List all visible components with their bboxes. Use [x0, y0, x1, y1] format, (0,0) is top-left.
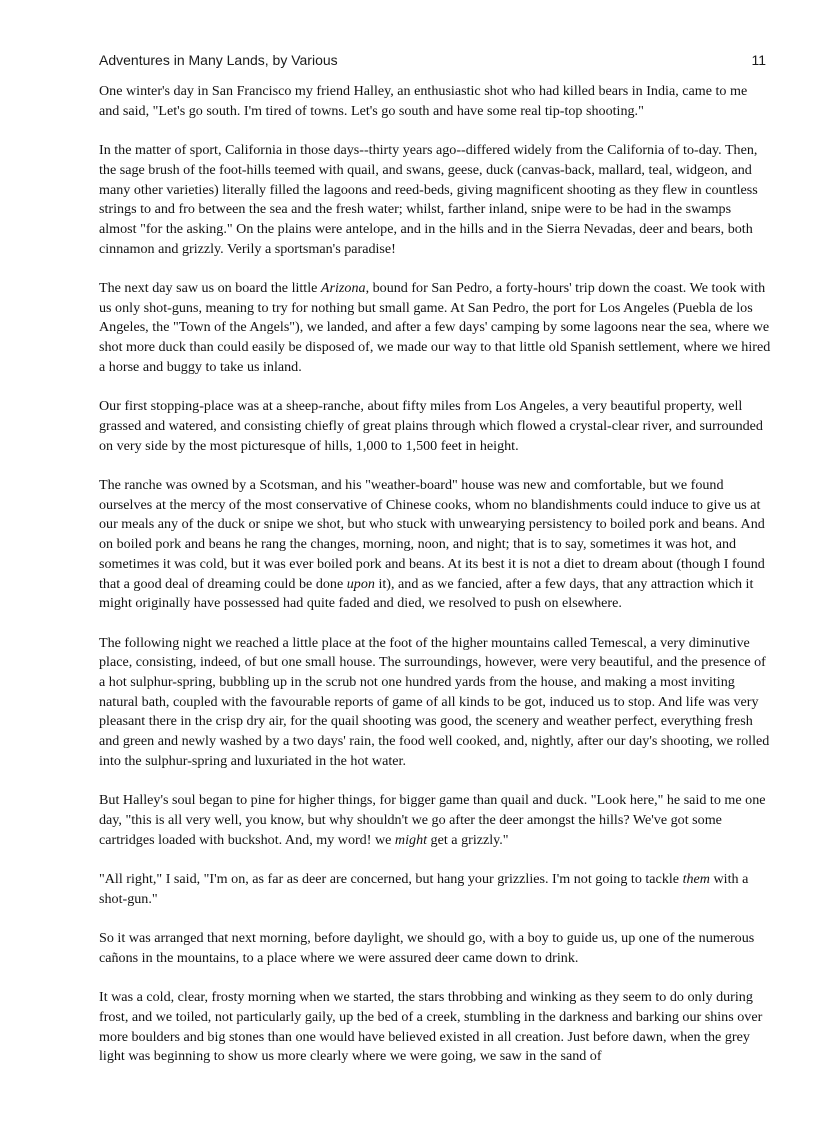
- body-text: [99, 82, 771, 1067]
- paragraph-text: it), and as we fancied, after a few days, that any attraction which it might originally have possessed had quite faded and died, we resolved to push on elsewhere.: [99, 575, 754, 612]
- paragraph-9: [99, 929, 771, 968]
- paragraph-text: So it was arranged that next morning, before daylight, we should go, with a boy to guide us, up one of the numerous cañons in the mountains, to a place where we were assured deer came down to drink.: [99, 930, 755, 966]
- paragraph-text: It was a cold, clear, frosty morning when we started, the stars throbbing and winking as they seem to do only during frost, and we toiled, not particularly gaily, up the bed of a creek, stumbling in the darkness and barking our shins over more boulders and big stones than one would have believed existed in all creation. Just before dawn, when the grey light was beginning to show us more clearly where we were going, we saw in the sand of: [99, 989, 763, 1065]
- paragraph-text: "All right," I said, "I'm on, as far as deer are concerned, but hang your grizzlies. I'm not going to tackle: [99, 871, 683, 888]
- paragraph-text: with a shot-gun.": [99, 871, 749, 907]
- paragraph-6: [99, 634, 771, 772]
- paragraph-text: get a grizzly.": [427, 831, 509, 848]
- paragraph-10: [99, 988, 771, 1067]
- paragraph-text: Our first stopping-place was at a sheep-ranche, about fifty miles from Los Angeles, a very beautiful property, well grassed and watered, and consisting chiefly of great plains through which flowed a crystal-clear river, and surrounded on very side by the most picturesque of hills, 1,000 to 1,500 feet in height.: [99, 398, 763, 454]
- paragraph-text: One winter's day in San Francisco my friend Halley, an enthusiastic shot who had killed bears in India, came to me and said, "Let's go south. I'm tired of towns. Let's go south and have some real tip-top shooting.": [99, 83, 748, 119]
- page-header: [99, 52, 766, 72]
- paragraph-text: The following night we reached a little place at the foot of the higher mountains called Temescal, a very diminutive place, consisting, indeed, of but one small house. The surroundings, however, were very beautiful, and the presence of a hot sulphur-spring, bubbling up in the scrub not one hundred yards from the house, and making a most inviting natural bath, coupled with the favourable reports of game of all kinds to be got, induced us to stop. And life was very pleasant there in the crisp dry air, for the quail shooting was good, the scenery and weather perfect, everything fresh and green and newly washed by a two days' rain, the food well cooked, and, nightly, after our day's shooting, we rolled into the sulphur-spring and luxuriated in the hot water.: [99, 634, 770, 769]
- emphasis-italic: them: [682, 871, 710, 888]
- paragraph-5: [99, 476, 771, 614]
- paragraph-2: [99, 141, 771, 259]
- emphasis-italic: might: [394, 831, 428, 848]
- paragraph-3: [99, 279, 771, 378]
- paragraph-7: [99, 791, 771, 850]
- paragraph-text: The ranche was owned by a Scotsman, and his "weather-board" house was new and comfortable, but we found ourselves at the mercy of the most conservative of Chinese cooks, whom no blandishments could induce to give us at our meals any of the duck or snipe we shot, but who stuck with unwearying persistency to boiled pork and beans. And on boiled pork and beans he rang the changes, morning, noon, and night; that is to say, sometimes it was hot, and sometimes it was cold, but it was ever boiled pork and beans. At its best it is not a diet to dream about (though I found that a good deal of dreaming could be done: [99, 477, 765, 592]
- paragraph-4: [99, 397, 771, 456]
- paragraph-text: In the matter of sport, California in those days--thirty years ago--differed widely from the California of to-day. Then, the sage brush of the foot-hills teemed with quail, and swans, geese, duck (canvas-back, mallard, teal, widgeon, and many other varieties) literally filled the lagoons and reed-beds, giving magnificent shooting as they flew in countless strings to and fro between the sea and the fresh water; whilst, farther inland, snipe were to be had in the swamps almost "for the asking." On the plains were antelope, and in the hills and in the Sierra Nevadas, deer and bears, both cinnamon and grizzly. Verily a sportsman's paradise!: [99, 142, 758, 257]
- paragraph-8: [99, 870, 771, 909]
- page-number: 11: [751, 52, 766, 68]
- emphasis-italic: upon: [346, 575, 375, 592]
- paragraph-text: The next day saw us on board the little: [99, 280, 321, 296]
- paragraph-1: [99, 82, 771, 121]
- paragraph-text: But Halley's soul began to pine for higher things, for bigger game than quail and duck. "Look here," he said to me one day, "this is all very well, you know, but why shouldn't we go after the deer amongst the hills? We've got some cartridges loaded with buckshot. And, my word! we: [99, 792, 766, 848]
- book-title: Adventures in Many Lands, by Various: [99, 52, 338, 68]
- paragraph-text: , bound for San Pedro, a forty-hours' trip down the coast. We took with us only shot-guns, meaning to try for nothing but small game. At San Pedro, the port for Los Angeles (Puebla de los Angeles, the "Town of the Angels"), we landed, and after a few days' camping by some lagoons near the sea, where we shot more duck than could easily be disposed of, we made our way to that little old Spanish settlement, where we hired a horse and buggy to take us inland.: [99, 280, 771, 375]
- ship-name-italic: Arizona: [320, 280, 366, 296]
